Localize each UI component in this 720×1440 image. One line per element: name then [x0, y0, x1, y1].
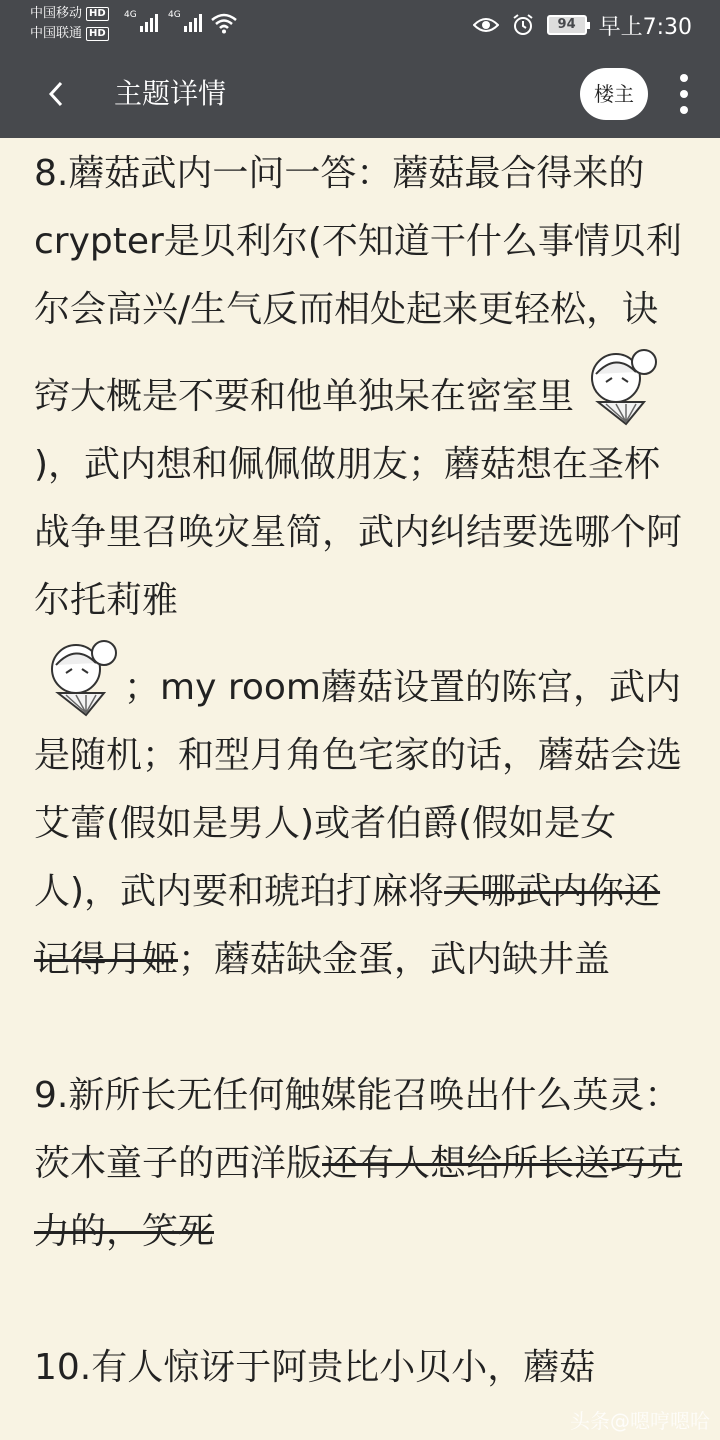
network-type-label: 4G: [168, 10, 181, 20]
watermark: 头条@嗯哼嗯哈: [570, 1409, 710, 1433]
anime-girl-fan-emoji-icon: [574, 344, 664, 426]
paragraph-spacer: [34, 994, 694, 1062]
anime-girl-fan-emoji-icon: [34, 635, 124, 717]
eye-icon: [473, 16, 499, 34]
post-paragraph-8: [34, 140, 694, 994]
back-button[interactable]: [36, 72, 76, 116]
status-right-group: [473, 8, 692, 42]
paragraph-text: ；my room蘑菇设置的陈宫，武内是随机；和型月角色宅家的话，蘑菇会选艾蕾(假如是男人)或者伯爵(假如是女人)，武内要和琥珀打麻将: [34, 667, 683, 912]
paragraph-text: 10.有人惊讶于阿贵比小贝小，蘑菇: [34, 1347, 596, 1388]
post-paragraph-9: [34, 1062, 694, 1266]
status-bar: [0, 0, 720, 50]
hd-badge: HD: [86, 27, 109, 41]
network-type-label: 4G: [124, 10, 137, 20]
carrier-2-label: 中国联通: [30, 26, 83, 41]
paragraph-text: 8.蘑菇武内一问一答：蘑菇最合得来的crypter是贝利尔(不知道干什么事情贝利尔会高兴/生气反而相处起来更轻松，诀窍大概是不要和他单独呆在密室里: [34, 153, 682, 417]
carrier-1-label: 中国移动: [30, 6, 83, 21]
alarm-clock-icon: [511, 13, 535, 37]
signal-icon: [124, 10, 158, 32]
hd-badge: HD: [86, 7, 109, 21]
post-content: [34, 140, 694, 1402]
paragraph-text: 9.新所长无任何触媒能召唤出什么英灵：茨木童子的西洋版: [34, 1075, 681, 1184]
top-bar: [0, 0, 720, 138]
strikethrough-text: 天哪武内你还记得月姬: [34, 871, 661, 980]
clock: 早上7:30: [598, 14, 692, 40]
strikethrough-text: 还有人想给所长送巧克力的，笑死: [34, 1143, 683, 1252]
signal-icon: [168, 10, 202, 32]
chevron-left-icon: [48, 81, 64, 107]
page-title: 主题详情: [114, 77, 227, 110]
more-options-button[interactable]: [668, 74, 700, 114]
paragraph-text: ；蘑菇缺金蛋，武内缺井盖: [178, 939, 611, 980]
paragraph-spacer: [34, 1266, 694, 1334]
more-vertical-icon: [680, 74, 688, 82]
thread-owner-button[interactable]: 楼主: [580, 68, 648, 120]
battery-indicator: 94: [547, 15, 587, 35]
wifi-icon: [210, 12, 238, 34]
carrier-info: [30, 4, 109, 44]
navigation-bar: [0, 50, 720, 138]
post-paragraph-10: [34, 1334, 694, 1402]
paragraph-text: )，武内想和佩佩做朋友；蘑菇想在圣杯战争里召唤灾星简，武内纠结要选哪个阿尔托莉雅: [34, 444, 683, 621]
